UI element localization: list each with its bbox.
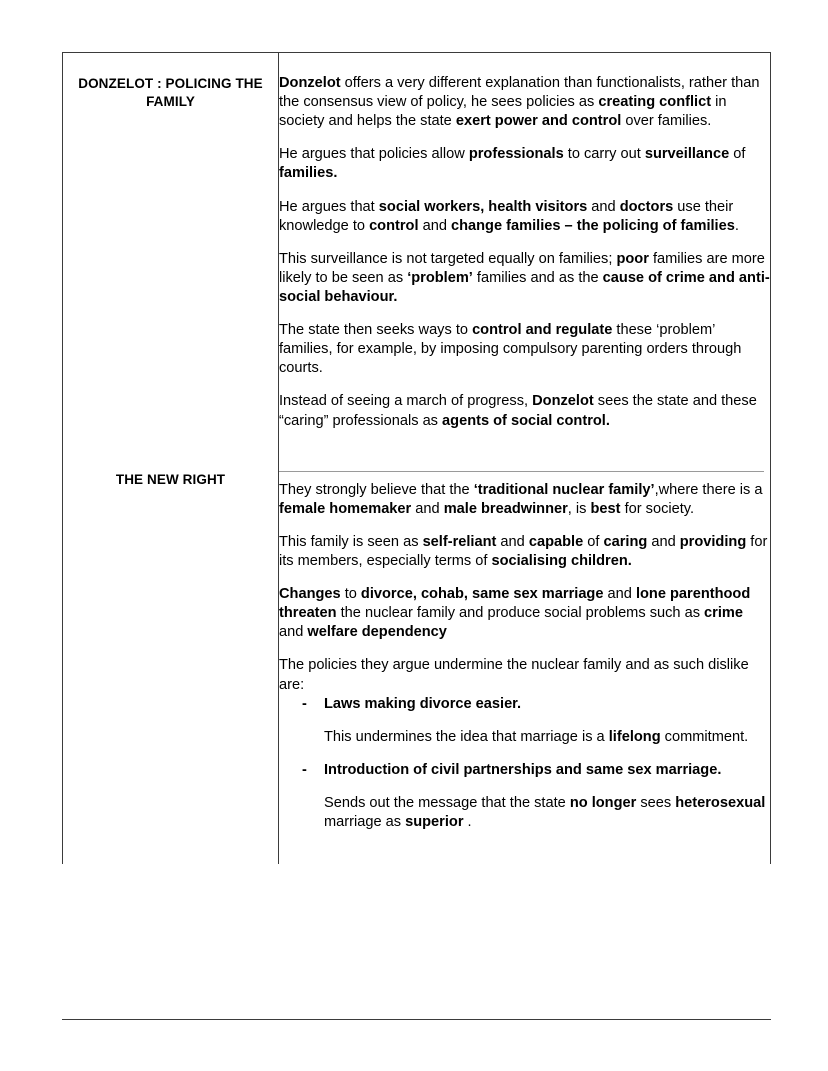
section-body-cell-donzelot — [279, 52, 771, 471]
emphasis-text: control — [369, 217, 419, 234]
section-title-new-right: THE NEW RIGHT — [115, 471, 226, 487]
emphasis-text: heterosexual — [675, 794, 766, 811]
emphasis-text: social workers, health visitors — [378, 198, 588, 215]
emphasis-text: caring — [603, 533, 648, 550]
body-text: and — [496, 533, 529, 550]
table-bottom-border — [62, 1019, 771, 1020]
emphasis-text: best — [590, 500, 621, 517]
table-row — [63, 471, 771, 865]
revision-notes-table — [62, 52, 771, 864]
bullet-dash-icon: - — [302, 761, 307, 778]
section-divider-rule — [279, 471, 764, 472]
list-item-body — [279, 794, 770, 832]
body-text: They strongly believe that the — [279, 481, 474, 498]
paragraph — [279, 585, 770, 642]
body-text: in society and helps the state — [279, 94, 727, 130]
section-title-donzelot: DONZELOT : POLICING THE FAMILY — [78, 76, 263, 110]
body-text: marriage as — [324, 814, 406, 831]
emphasis-text: self-reliant — [422, 533, 497, 550]
paragraph — [279, 74, 770, 131]
body-text: Sends out the message that the state — [324, 794, 570, 811]
emphasis-text: lifelong — [608, 728, 661, 745]
body-text: sees the state and these “caring” professionals as — [279, 393, 757, 429]
emphasis-text: divorce, cohab, same sex marriage — [360, 586, 604, 603]
emphasis-text: doctors — [619, 198, 674, 215]
emphasis-text: control and regulate — [472, 322, 613, 339]
body-text: for its members, especially terms of — [279, 533, 768, 569]
body-text: ,where there is a — [654, 481, 763, 498]
body-text: families and as the — [472, 269, 603, 286]
emphasis-text: capable — [528, 533, 584, 550]
list-item-heading: Laws making divorce easier. — [324, 695, 522, 712]
emphasis-text: female homemaker — [279, 500, 412, 517]
body-text: offers a very different explanation than functionalists, rather than the consensus view of policy, he sees policies as — [279, 75, 760, 111]
emphasis-text: Changes — [279, 586, 341, 603]
paragraph — [279, 533, 770, 571]
body-text: for society. — [620, 500, 695, 517]
list-item — [279, 761, 770, 780]
emphasis-text: surveillance — [644, 146, 730, 163]
body-text: Instead of seeing a march of progress, — [279, 393, 533, 410]
body-text: and — [418, 217, 451, 234]
emphasis-text: crime — [704, 605, 743, 622]
section-label-cell-donzelot — [63, 52, 279, 471]
body-text: use their knowledge to — [279, 198, 734, 234]
body-text: and — [647, 533, 680, 550]
body-text: He argues that policies allow — [279, 146, 469, 163]
emphasis-text: Donzelot — [532, 393, 594, 410]
emphasis-text: no longer — [569, 794, 637, 811]
emphasis-text: lone parenthood threaten — [279, 586, 751, 622]
body-text: This family is seen as — [279, 533, 423, 550]
section-bottom-spacer — [279, 431, 770, 471]
body-text: and — [587, 198, 620, 215]
body-text: and — [279, 624, 308, 641]
paragraph — [279, 198, 770, 236]
body-text: He argues that — [279, 198, 379, 215]
paragraph — [279, 321, 770, 378]
body-text: the nuclear family and produce social problems such as — [336, 605, 705, 622]
paragraph — [279, 392, 770, 430]
section-body-cell-new-right — [279, 471, 771, 865]
emphasis-text: poor — [616, 250, 649, 267]
emphasis-text: ‘traditional nuclear family’ — [473, 481, 655, 498]
section-bottom-spacer — [279, 846, 770, 864]
emphasis-text: providing — [679, 533, 747, 550]
body-text: families are more likely to be seen as — [279, 250, 765, 286]
body-text: and — [411, 500, 444, 517]
emphasis-text: male breadwinner — [443, 500, 568, 517]
emphasis-text: exert power and control — [455, 113, 622, 130]
emphasis-text: socialising children. — [491, 552, 632, 569]
table-row — [63, 52, 771, 471]
emphasis-text: creating conflict — [598, 94, 712, 111]
body-text: , is — [567, 500, 591, 517]
paragraph — [279, 250, 770, 307]
body-text: . — [463, 814, 472, 831]
emphasis-text: families. — [279, 165, 338, 182]
paragraph — [279, 656, 770, 694]
section-label-cell-new-right — [63, 471, 279, 865]
body-text: The state then seeks ways to — [279, 322, 473, 339]
list-item — [279, 695, 770, 714]
emphasis-text: Donzelot — [279, 75, 341, 91]
body-text: of — [583, 533, 604, 550]
body-text: of — [729, 146, 746, 163]
emphasis-text: professionals — [468, 146, 564, 163]
paragraph — [279, 145, 770, 183]
list-item-body — [279, 728, 770, 747]
emphasis-text: agents of social control. — [442, 412, 610, 429]
body-text: over families. — [621, 113, 712, 130]
cell-top-spacer — [279, 52, 770, 74]
body-text: This undermines the idea that marriage is a — [324, 728, 609, 745]
emphasis-text: change families – the policing of families — [451, 217, 735, 234]
body-text: sees — [636, 794, 676, 811]
body-text: This surveillance is not targeted equally on families; — [279, 250, 617, 267]
list-item-heading: Introduction of civil partnerships and same sex marriage. — [324, 761, 722, 778]
body-text: to — [340, 586, 361, 603]
body-text: these ‘problem’ families, for example, by imposing compulsory parenting orders through courts. — [279, 322, 742, 377]
emphasis-text: ‘problem’ — [407, 269, 473, 286]
paragraph-list-new-right — [279, 481, 770, 695]
body-text: to carry out — [563, 146, 645, 163]
body-text: and — [603, 586, 636, 603]
emphasis-text: welfare dependency — [307, 624, 447, 641]
paragraph — [279, 481, 770, 519]
paragraph-list-donzelot — [279, 74, 770, 431]
body-text: commitment. — [660, 728, 749, 745]
body-text: . — [734, 217, 739, 234]
body-text: The policies they argue undermine the nuclear family and as such dislike are: — [279, 657, 749, 693]
emphasis-text: superior — [405, 814, 464, 831]
bullet-dash-icon: - — [302, 695, 307, 712]
bullet-list-new-right — [279, 695, 770, 833]
emphasis-text: cause of crime and anti-social behaviour. — [279, 269, 770, 305]
